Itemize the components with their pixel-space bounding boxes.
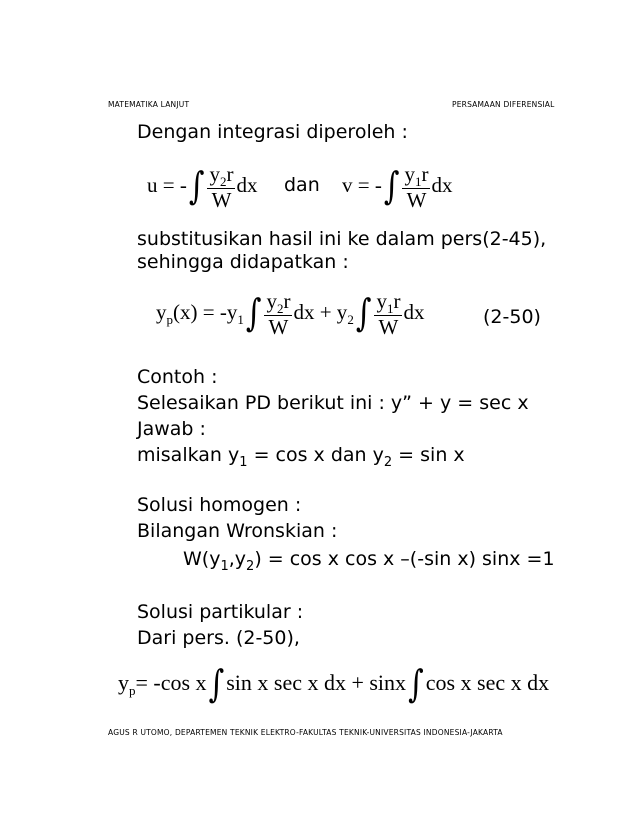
subscript: 1 [239,455,248,470]
integral-icon: ∫ [245,291,262,336]
wronskian-heading: Bilangan Wronskian : [137,520,338,542]
misalkan-line [137,444,465,470]
final-equation [118,662,550,707]
subscript: 2 [246,559,255,574]
eq-v-lhs: v = - [342,172,382,197]
final-eq-part: = -cos x [135,670,207,695]
wronsk-text: W(y [183,548,221,570]
equation-2-50 [156,290,424,338]
eq-mid: dx + y [293,299,348,324]
homogen-heading: Solusi homogen : [137,494,302,516]
subscript: 1 [220,559,229,574]
frac-num-sub: 2 [219,174,227,189]
frac-num-sub: 2 [276,301,284,316]
frac-num-var: r [226,162,234,186]
eq-lhs: (x) = -y [173,299,238,324]
frac-den: W [268,315,289,339]
wronsk-text: ,y [228,548,247,570]
fraction [264,290,292,338]
y1-sub: 1 [237,311,244,327]
integral-icon: ∫ [208,662,225,707]
yp-symbol: y [118,670,129,695]
frac-den: W [211,188,232,212]
frac-num-sub: 1 [414,174,422,189]
final-eq-part: sin x sec x dx + sinx [226,670,407,695]
equation-u [147,163,257,211]
yp-sub: p [166,311,173,327]
frac-num: y [266,289,277,313]
yp-sub: p [129,683,136,698]
frac-num: y [209,162,220,186]
final-eq-part: cos x sec x dx [425,670,550,695]
misalkan-text: misalkan y [137,444,240,466]
footer-text: AGUS R UTOMO, DEPARTEMEN TEKNIK ELEKTRO-FAKULTAS TEKNIK-UNIVERSITAS INDONESIA-JAKARTA [108,728,503,737]
eq-u-tail: dx [236,172,258,197]
integral-icon: ∫ [188,164,205,209]
fraction [374,290,402,338]
misalkan-text: = sin x [392,444,465,466]
integral-icon: ∫ [408,662,424,707]
misalkan-text: = cos x dan y [247,444,384,466]
frac-num: y [376,289,387,313]
equation-label: (2-50) [483,306,541,328]
fraction [207,163,235,211]
dari-pers-text: Dari pers. (2-50), [137,627,300,649]
frac-den: W [406,188,427,212]
contoh-heading: Contoh : [137,366,218,388]
header-right: PERSAMAAN DIFERENSIAL [452,100,555,109]
dan-text: dan [284,174,320,196]
frac-den: W [378,315,399,339]
frac-num-var: r [283,289,291,313]
subst-line-2: sehingga didapatkan : [137,251,349,273]
eq-tail: dx [403,299,425,324]
problem-statement: Selesaikan PD berikut ini : y” + y = sec x [137,392,529,414]
eq-v-tail: dx [431,172,453,197]
intro-text: Dengan integrasi diperoleh : [137,121,408,143]
wronsk-text: ) = cos x cos x –(-sin x) sinx =1 [254,548,555,570]
jawab-heading: Jawab : [137,418,206,440]
frac-num-var: r [393,289,401,313]
header-left: MATEMATIKA LANJUT [108,100,190,109]
fraction [402,163,430,211]
subst-line-1: substitusikan hasil ini ke dalam pers(2-45), [137,228,547,250]
integral-icon: ∫ [355,291,372,336]
frac-num-var: r [421,162,429,186]
subscript: 2 [383,455,393,470]
equation-v [342,163,452,211]
yp-symbol: y [156,299,167,324]
frac-num: y [404,162,415,186]
wronskian-equation [183,548,555,574]
y2-sub: 2 [347,311,354,327]
eq-u-lhs: u = - [147,172,187,197]
frac-num-sub: 1 [386,301,394,316]
integral-icon: ∫ [383,164,400,209]
partikular-heading: Solusi partikular : [137,601,304,623]
